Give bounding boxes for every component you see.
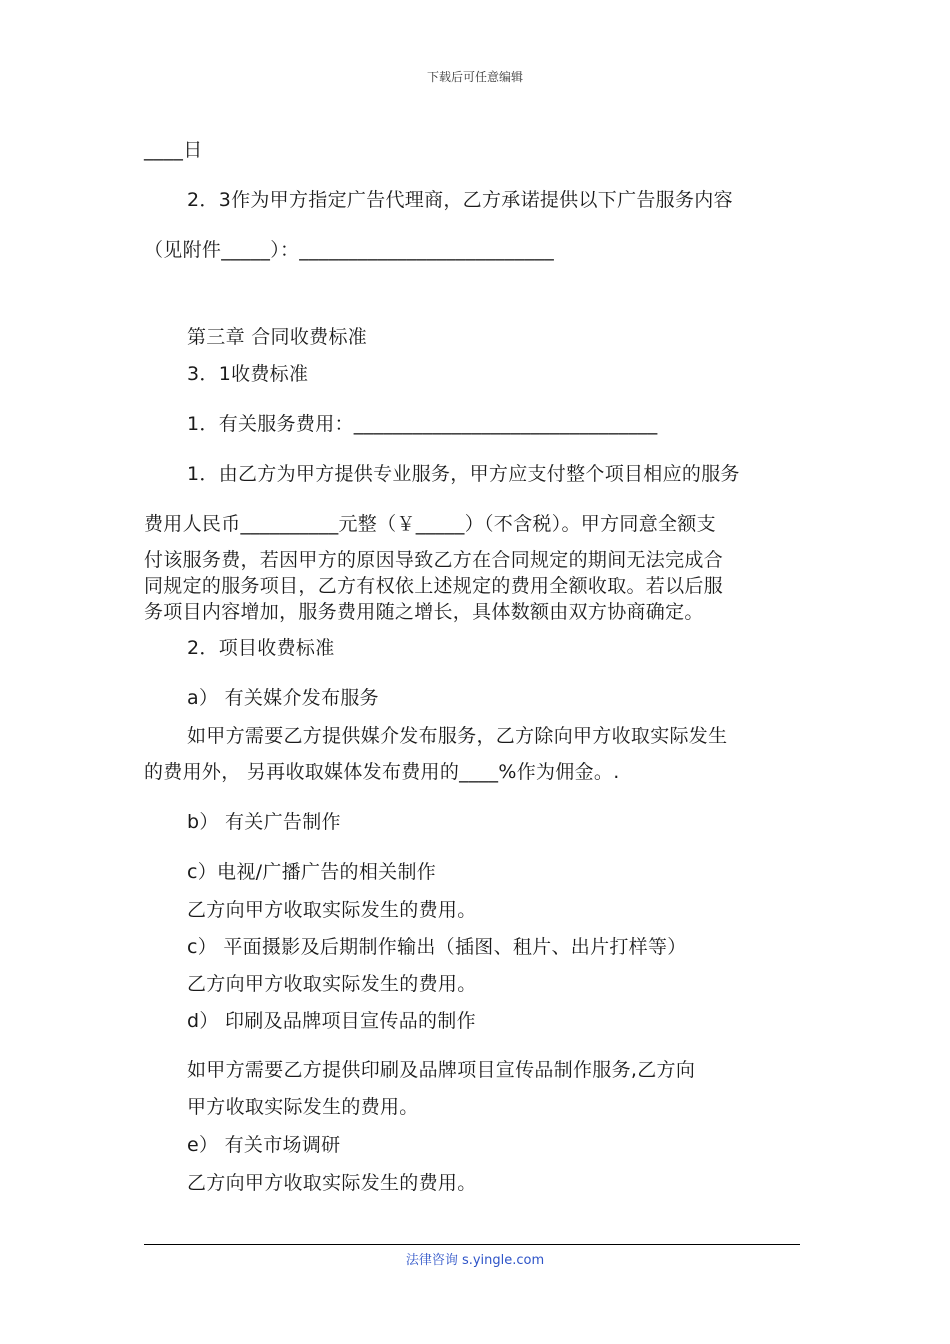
text-line: 乙方向甲方收取实际发生的费用。 — [187, 899, 477, 921]
list-item: b） 有关广告制作 — [187, 811, 341, 833]
text-line: 如甲方需要乙方提供印刷及品牌项目宣传品制作服务,乙方向 — [187, 1059, 696, 1081]
text-line: 费用人民币__________元整（￥_____）（不含税）。甲方同意全额支 — [144, 513, 716, 535]
list-item: e） 有关市场调研 — [187, 1134, 341, 1156]
section-heading: 3．1收费标准 — [187, 363, 309, 385]
text-line: 务项目内容增加，服务费用随之增长，具体数额由双方协商确定。 — [144, 601, 704, 623]
text-line: 如甲方需要乙方提供媒介发布服务，乙方除向甲方收取实际发生 — [187, 725, 728, 747]
list-item: c）电视/广播广告的相关制作 — [187, 861, 437, 883]
text-line: 付该服务费，若因甲方的原因导致乙方在合同规定的期间无法完成合 — [144, 549, 724, 571]
page-header-note: 下载后可任意编辑 — [426, 70, 523, 84]
footer-link[interactable]: 法律咨询 s.yingle.com — [405, 1253, 545, 1268]
chapter-heading: 第三章 合同收费标准 — [187, 326, 368, 348]
text-line: 乙方向甲方收取实际发生的费用。 — [187, 973, 477, 995]
text-line: 的费用外， 另再收取媒体发布费用的____%作为佣金。. — [144, 761, 620, 783]
list-item: d） 印刷及品牌项目宣传品的制作 — [187, 1010, 476, 1032]
text-line: 1．由乙方为甲方提供专业服务，甲方应支付整个项目相应的服务 — [187, 463, 740, 485]
text-line: 乙方向甲方收取实际发生的费用。 — [187, 1172, 477, 1194]
section-heading: 2．项目收费标准 — [187, 637, 335, 659]
text-line: 同规定的服务项目，乙方有权依上述规定的费用全额收取。若以后服 — [144, 575, 724, 597]
list-item: a） 有关媒介发布服务 — [187, 687, 379, 709]
text-line: 1．有关服务费用：_______________________________ — [187, 413, 658, 435]
text-line: （见附件_____）：__________________________ — [144, 239, 555, 261]
list-item: c） 平面摄影及后期制作输出（插图、租片、出片打样等） — [187, 936, 687, 958]
footer-divider — [144, 1244, 800, 1245]
text-line: 2．3作为甲方指定广告代理商，乙方承诺提供以下广告服务内容 — [187, 189, 733, 211]
text-line: 甲方收取实际发生的费用。 — [187, 1096, 419, 1118]
text-line: ____日 — [144, 139, 203, 161]
